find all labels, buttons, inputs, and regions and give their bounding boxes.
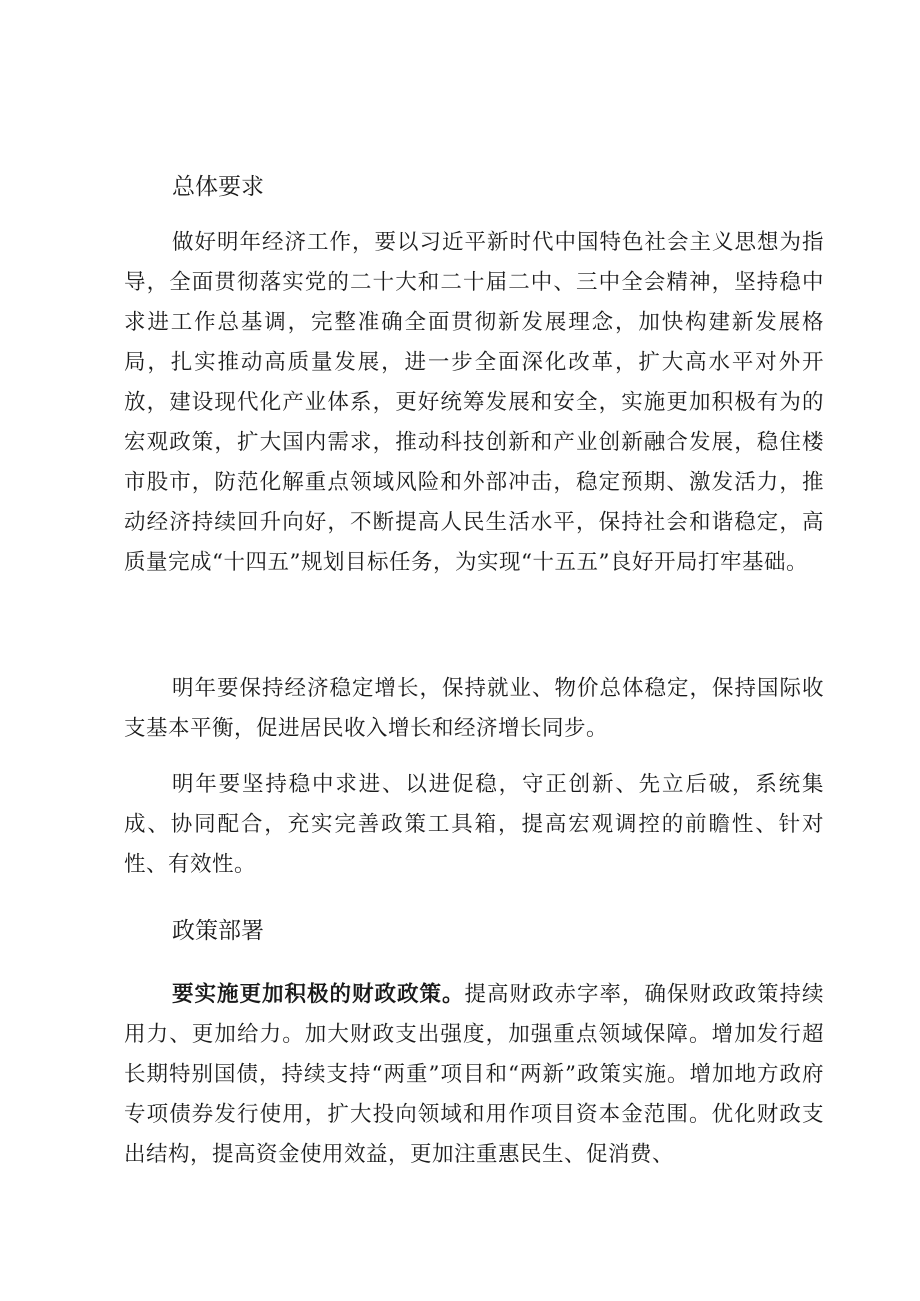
section-heading-overall-requirements: 总体要求 <box>172 174 264 200</box>
section-heading-policy-deployment: 政策部署 <box>172 918 264 944</box>
paragraph-fiscal-policy <box>124 975 824 1167</box>
paragraph-policy-approach: 明年要坚持稳中求进、以进促稳，守正创新、先立后破，系统集成、协同配合，充实完善政策工具箱，提高宏观调控的前瞻性、针对性、有效性。 <box>124 772 824 877</box>
paragraph-growth-targets: 明年要保持经济稳定增长，保持就业、物价总体稳定，保持国际收支基本平衡，促进居民收入增长和经济增长同步。 <box>124 676 824 741</box>
paragraph-body-fiscal-policy: 提高财政赤字率，确保财政政策持续用力、更加给力。加大财政支出强度，加强重点领域保障。增加发行超长期特别国债，持续支持“两重”项目和“两新”政策实施。增加地方政府专项债券发行使用，扩大投向领域和用作项目资本金范围。优化财政支出结构，提高资金使用效益，更加注重惠民生、促消费、 <box>124 982 824 1167</box>
paragraph-lead-fiscal-policy: 要实施更加积极的财政政策。 <box>172 982 465 1007</box>
paragraph-work-guidance: 做好明年经济工作，要以习近平新时代中国特色社会主义思想为指导，全面贯彻落实党的二十大和二十届二中、三中全会精神，坚持稳中求进工作总基调，完整准确全面贯彻新发展理念，加快构建新发展格局，扎实推动高质量发展，进一步全面深化改革，扩大高水平对外开放，建设现代化产业体系，更好统筹发展和安全，实施更加积极有为的宏观政策，扩大国内需求，推动科技创新和产业创新融合发展，稳住楼市股市，防范化解重点领域风险和外部冲击，稳定预期、激发活力，推动经济持续回升向好，不断提高人民生活水平，保持社会和谐稳定，高质量完成“十四五”规划目标任务，为实现“十五五”良好开局打牢基础。 <box>124 230 824 575</box>
